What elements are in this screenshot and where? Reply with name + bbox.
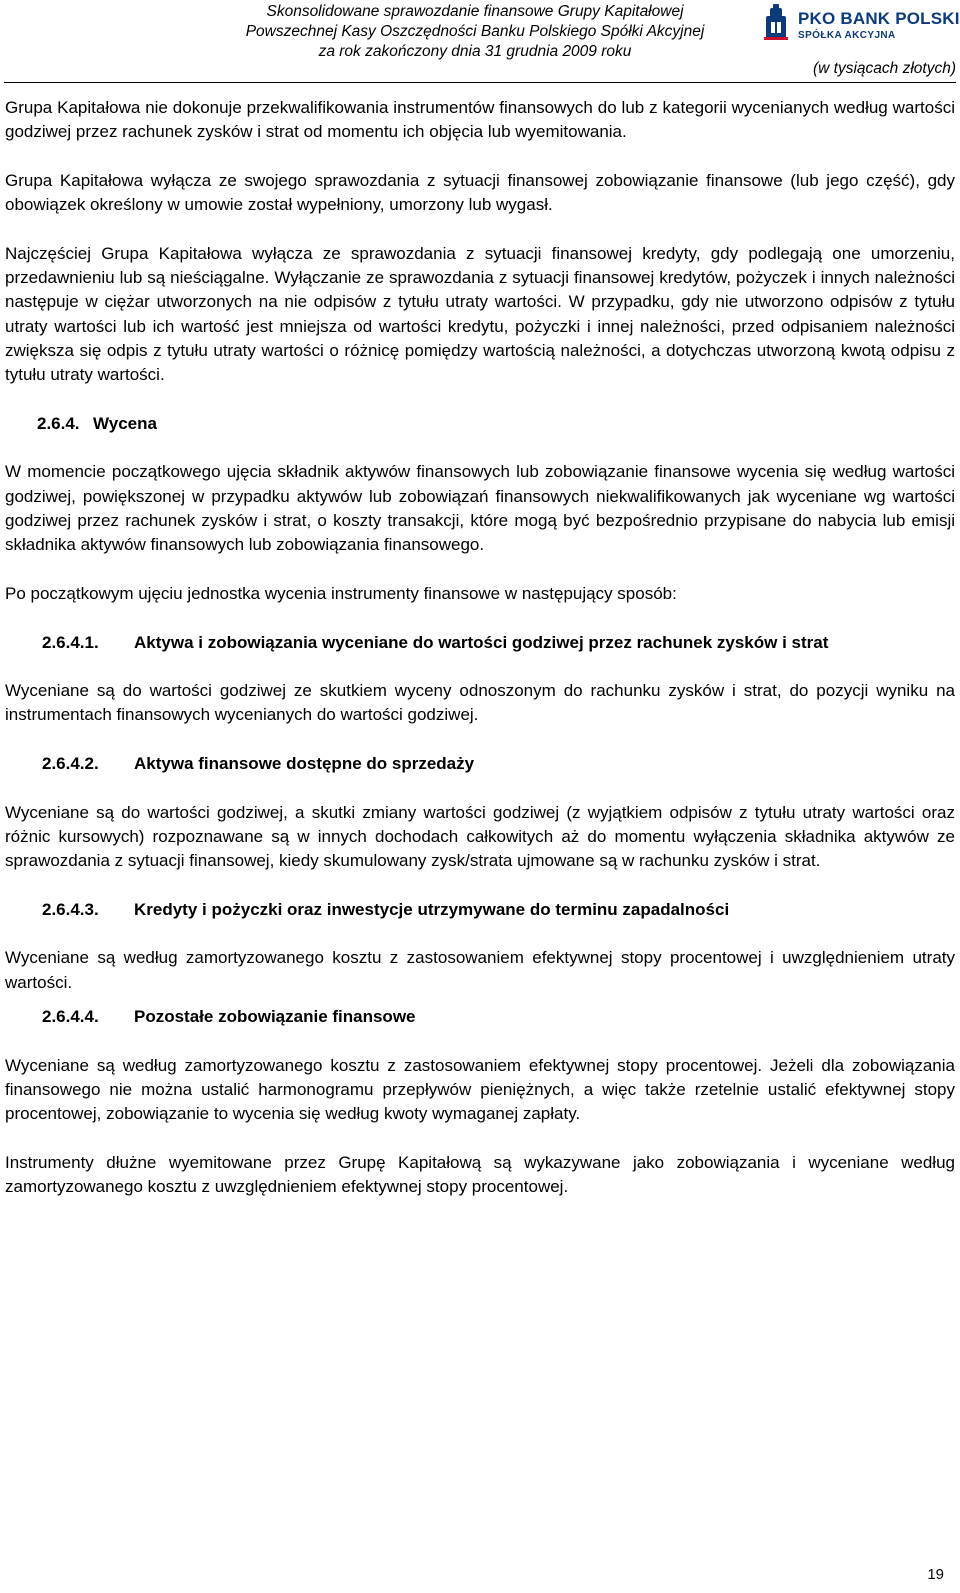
section-number: 2.6.4.3. [42,899,99,919]
section-number: 2.6.4. [37,413,80,433]
section-title: Aktywa finansowe dostępne do sprzedaży [134,754,475,774]
paragraph: Wyceniane są do wartości godziwej, a skutki zmiany wartości godziwej (z wyjątkiem odpisów z tytułu utraty wartości oraz różnic kursowych) rozpoznawane są w innych dochodach całkowitych aż do momentu wyłączenia składnika aktywów ze sprawozdania z sytuacji finansowej, kiedy skumulowany zysk/strata ujmowane są w rachunku zysków i strat. [5,802,955,871]
paragraph: Po początkowym ujęciu jednostka wycenia instrumenty finansowe w następujący sposób: [5,583,677,603]
paragraph: Wyceniane są według zamortyzowanego kosztu z zastosowaniem efektywnej stopy procentowej i uwzględnieniem utraty wartości. [5,948,955,992]
pko-bank-polski-logo [760,4,960,44]
paragraph: Grupa Kapitałowa wyłącza ze swojego sprawozdania z sytuacji finansowej zobowiązanie finansowe (lub jego część), gdy obowiązek określony w umowie został wypełniony, umorzony lub wygasł. [5,170,955,215]
section-title: Aktywa i zobowiązania wyceniane do wartości godziwej przez rachunek zysków i strat [134,632,829,652]
section-number: 2.6.4.4. [42,1006,99,1026]
document-body [5,96,955,1224]
page-header [0,0,960,84]
paragraph: Instrumenty dłużne wyemitowane przez Grupę Kapitałową są wykazywane jako zobowiązania i wyceniane według zamortyzowanego kosztu z uwzględnieniem efektywnej stopy procentowej. [5,1152,955,1197]
section-heading-2-6-4-2 [5,752,955,776]
page-number: 19 [927,1566,944,1583]
paragraph: Grupa Kapitałowa nie dokonuje przekwalifikowania instrumentów finansowych do lub z kategorii wycenianych według wartości godziwej przez rachunek zysków i strat od momentu ich objęcia lub wyemitowania. [5,98,955,142]
unit-note: (w tysiącach złotych) [813,60,956,77]
paragraph: Wyceniane są do wartości godziwej ze skutkiem wyceny odnoszonym do rachunku zysków i strat, do pozycji wyniku na instrumentach finansowych wycenianych do wartości godziwej. [5,681,955,725]
section-title: Wycena [93,413,157,433]
section-heading-2-6-4 [5,412,955,436]
paragraph: Najczęściej Grupa Kapitałowa wyłącza ze sprawozdania z sytuacji finansowej kredyty, gdy podlegają one umorzeniu, przedawnieniu lub są nieściągalne. Wyłączanie ze sprawozdania z sytuacji finansowej kredytów, pożyczek i innych należności następuje w ciężar utworzonych na nie odpisów z tytułu utraty wartości. W przypadku, gdy nie utworzono odpisów z tytułu utraty wartości lub ich wartość jest mniejsza od wartości kredytu, pożyczki i innej należności, przed odpisaniem należności zwiększa się odpis z tytułu utraty wartości o różnicę pomiędzy wartością należności, a dotychczas utworzoną kwotą odpisu z tytułu utraty wartości. [5,243,955,385]
section-number: 2.6.4.1. [42,632,99,652]
report-title-line-2: Powszechnej Kasy Oszczędności Banku Polskiego Spółki Akcyjnej [245,23,705,40]
section-title: Kredyty i pożyczki oraz inwestycje utrzymywane do terminu zapadalności [134,899,730,919]
report-title [190,2,760,62]
section-heading-2-6-4-3 [5,898,955,922]
section-heading-2-6-4-4 [5,1005,955,1029]
pko-logo-icon [760,4,792,40]
logo-subtitle: SPÓŁKA AKCYJNA [798,30,896,41]
report-title-line-3: za rok zakończony dnia 31 grudnia 2009 roku [318,43,632,60]
section-number: 2.6.4.2. [42,754,99,774]
paragraph: W momencie początkowego ujęcia składnik aktywów finansowych lub zobowiązanie finansowe wycenia się według wartości godziwej, powiększonej w przypadku aktywów lub zobowiązań finansowych niekwalifikowanych jak wyceniane wg wartości godziwej przez rachunek zysków i strat, o koszty transakcji, które mogą być bezpośrednio przypisane do nabycia lub emisji składnika aktywów finansowych lub zobowiązania finansowego. [5,462,955,555]
section-title: Pozostałe zobowiązanie finansowe [134,1006,416,1026]
logo-name: PKO BANK POLSKI [798,9,960,28]
header-divider [4,82,956,83]
section-heading-2-6-4-1 [5,631,955,655]
report-title-line-1: Skonsolidowane sprawozdanie finansowe Grupy Kapitałowej [266,3,684,20]
paragraph: Wyceniane są według zamortyzowanego kosztu z zastosowaniem efektywnej stopy procentowej. Jeżeli dla zobowiązania finansowego nie można ustalić harmonogramu przepływów pieniężnych, a więc także rzetelnie ustalić efektywnej stopy procentowej, zobowiązanie to wycenia się według kwoty wymaganej zapłaty. [5,1055,955,1124]
